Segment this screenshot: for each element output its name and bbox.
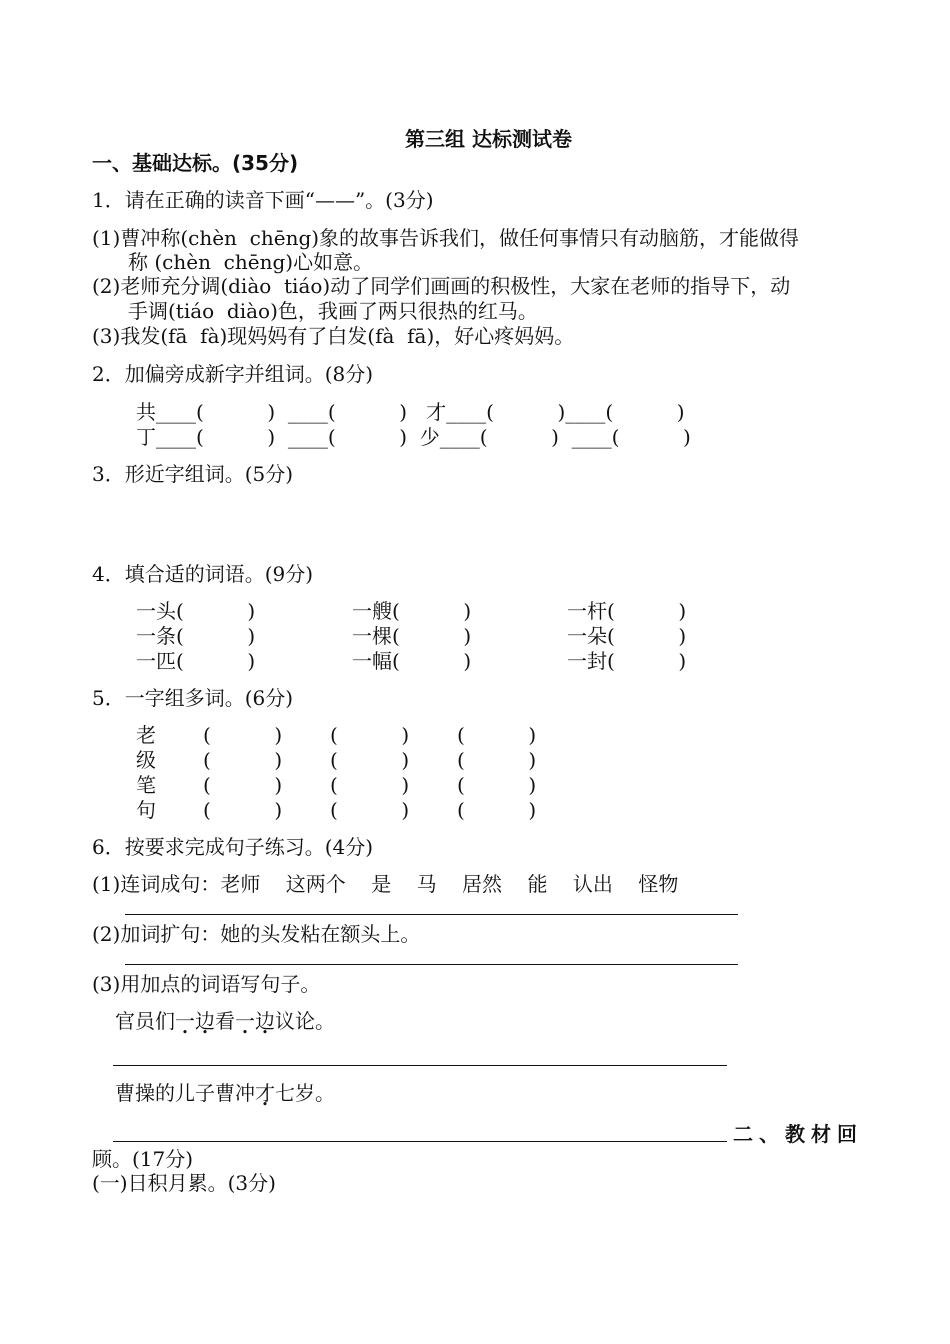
q1-item-2-cont: 手调(tiáo diào)色，我画了两只很热的红马。	[128, 299, 538, 323]
q4-item: 一朵( )	[567, 624, 687, 648]
q6-part-2: (2)加词扩句：她的头发粘在额头上。	[92, 922, 421, 946]
q4-item: 一棵( )	[352, 624, 472, 648]
q5-char: 老	[136, 723, 156, 747]
q5-blank: ( )	[330, 723, 410, 747]
q1-item-1: (1)曹冲称(chèn chēng)象的故事告诉我们，做任何事情只有动脑筋，才能做得	[92, 226, 800, 250]
q1-item-2: (2)老师充分调(diào tiáo)动了同学们画画的积极性，大家在老师的指导下，动	[92, 274, 791, 298]
q4-item: 一杆( )	[567, 599, 687, 623]
q6-example-sentence-1: 官员们一边看一边议论。	[115, 1009, 335, 1033]
q5-blank: ( )	[203, 748, 283, 772]
q5-blank: ( )	[203, 773, 283, 797]
q4-item: 一幅( )	[352, 649, 472, 673]
q5-char: 句	[136, 798, 156, 822]
q2-row-1: 共____( ) ____( ) 才____( )____( )	[136, 400, 685, 424]
q5-blank: ( )	[457, 798, 537, 822]
q5-heading: 5．一字组多词。(6分)	[92, 686, 294, 710]
q5-blank: ( )	[457, 773, 537, 797]
q5-blank: ( )	[203, 723, 283, 747]
answer-line[interactable]	[113, 1141, 727, 1142]
q4-item: 一艘( )	[352, 599, 472, 623]
emphasis-dot-char: 边	[195, 1009, 215, 1033]
q1-heading: 1．请在正确的读音下画“——”。(3分)	[92, 188, 434, 212]
q4-item: 一封( )	[567, 649, 687, 673]
q5-char: 级	[136, 748, 156, 772]
q6-part-3: (3)用加点的词语写句子。	[92, 972, 321, 996]
emphasis-dot-char: 一	[175, 1009, 195, 1033]
q4-heading: 4．填合适的词语。(9分)	[92, 562, 314, 586]
q6-example-sentence-2: 曹操的儿子曹冲才七岁。	[115, 1081, 335, 1105]
page-title: 第三组 达标测试卷	[405, 127, 572, 151]
q5-blank: ( )	[330, 748, 410, 772]
q5-char: 笔	[136, 773, 156, 797]
q5-blank: ( )	[457, 723, 537, 747]
q2-row-2: 丁____( ) ____( ) 少____( ) ____( )	[136, 425, 691, 449]
section-2-heading: 二、教材回	[733, 1122, 863, 1146]
answer-line[interactable]	[113, 1065, 727, 1066]
q4-item: 一条( )	[136, 624, 256, 648]
emphasis-dot-char: 边	[255, 1009, 275, 1033]
q6-part-1: (1)连词成句：老师 这两个 是 马 居然 能 认出 怪物	[92, 872, 679, 896]
answer-line[interactable]	[125, 914, 738, 915]
q5-blank: ( )	[203, 798, 283, 822]
emphasis-dot-char: 一	[235, 1009, 255, 1033]
q4-item: 一头( )	[136, 599, 256, 623]
q3-heading: 3．形近字组词。(5分)	[92, 462, 294, 486]
q2-heading: 2．加偏旁成新字并组词。(8分)	[92, 362, 374, 386]
q6-heading: 6．按要求完成句子练习。(4分)	[92, 835, 374, 859]
answer-line[interactable]	[125, 964, 738, 965]
q1-item-1-cont: 称 (chèn chēng)心如意。	[128, 250, 374, 274]
q5-blank: ( )	[457, 748, 537, 772]
q1-item-3: (3)我发(fā fà)现妈妈有了白发(fà fā)，好心疼妈妈。	[92, 324, 575, 348]
section-1-heading: 一、基础达标。(35分)	[92, 151, 299, 175]
emphasis-dot-char: 才	[255, 1081, 275, 1105]
q5-blank: ( )	[330, 798, 410, 822]
subsection-1-heading: (一)日积月累。(3分)	[92, 1171, 276, 1195]
q5-blank: ( )	[330, 773, 410, 797]
section-2-heading-cont: 顾。(17分)	[92, 1147, 194, 1171]
q4-item: 一匹( )	[136, 649, 256, 673]
